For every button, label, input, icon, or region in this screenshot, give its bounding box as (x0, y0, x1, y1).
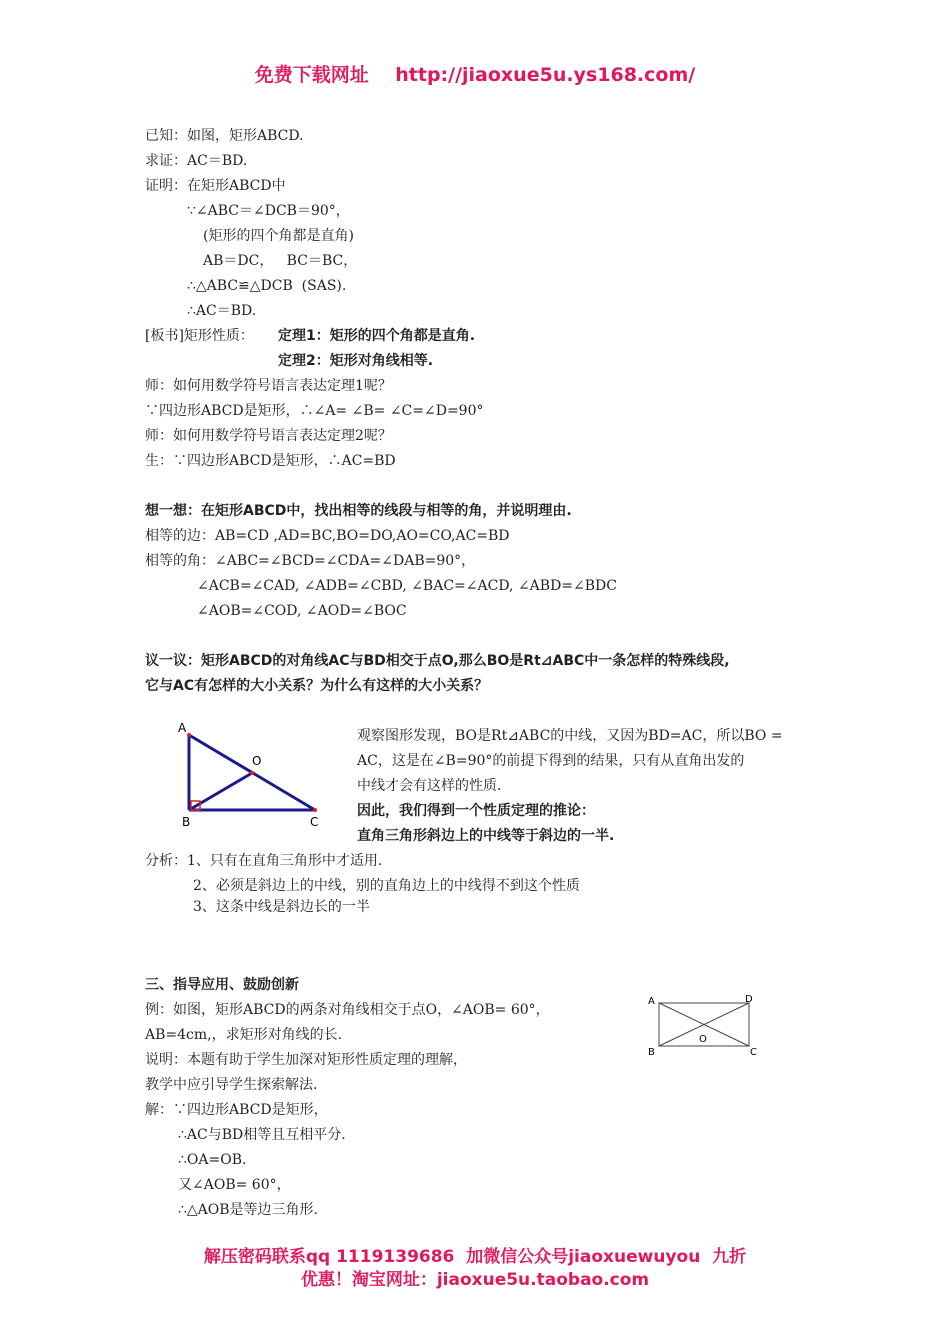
proof-intro: 证明：在矩形ABCD中 (145, 178, 286, 194)
think-title: 想一想：在矩形ABCD中，找出相等的线段与相等的角，并说明理由. (145, 503, 572, 519)
proof-step3: AB＝DC， BC＝BC， (203, 253, 358, 269)
rect-label-o: O (699, 1034, 707, 1045)
label-c: C (310, 815, 319, 829)
proof-prove: 求证：AC＝BD. (145, 153, 248, 169)
conclusion-2: 直角三角形斜边上的中线等于斜边的一半. (357, 828, 615, 844)
solution-2: ∴AC与BD相等且互相平分. (178, 1127, 346, 1143)
equal-angles-1: 相等的角：∠ABC=∠BCD=∠CDA=∠DAB=90°， (145, 553, 476, 569)
discuss-title-2: 它与AC有怎样的大小关系？为什么有这样的大小关系？ (145, 678, 489, 694)
example-2: AB=4cm,，求矩形对角线的长. (145, 1027, 343, 1043)
discuss-title-1: 议一议：矩形ABCD的对角线AC与BD相交于点O,那么BO是Rt⊿ABC中一条怎样的特殊线段, (145, 653, 730, 669)
note-2: 教学中应引导学生探索解法. (145, 1077, 318, 1093)
solution-1: 解：∵四边形ABCD是矩形， (145, 1102, 328, 1118)
solution-5: ∴△AOB是等边三角形. (178, 1202, 318, 1218)
point-a (187, 733, 191, 737)
footer-shop-link[interactable]: 优惠！淘宝网址：jiaoxue5u.taobao.com (300, 1270, 650, 1290)
section-3-title: 三、指导应用、鼓励创新 (145, 977, 299, 993)
rectangle-figure (640, 990, 770, 1060)
teacher-question-1: 师：如何用数学符号语言表达定理1呢？ (145, 378, 392, 394)
example-1: 例：如图，矩形ABCD的两条对角线相交于点O，∠AOB= 60°， (145, 1002, 550, 1018)
label-b: B (182, 815, 191, 829)
proof-step4: ∴△ABC≌△DCB (SAS). (187, 278, 347, 294)
point-o (250, 771, 254, 775)
rect-label-c: C (750, 1047, 757, 1058)
conclusion-1: 因此，我们得到一个性质定理的推论： (357, 803, 595, 819)
teacher-question-2: 师：如何用数学符号语言表达定理2呢？ (145, 428, 392, 444)
label-a: A (178, 721, 187, 735)
analysis-2: 2、必须是斜边上的中线，别的直角边上的中线得不到这个性质 (193, 878, 580, 894)
analysis-3: 3、这条中线是斜边长的一半 (193, 899, 370, 915)
solution-3: ∴OA=OB. (178, 1152, 247, 1168)
proof-step2: (矩形的四个角都是直角) (203, 228, 354, 244)
theorem-1: 定理1：矩形的四个角都是直角. (278, 328, 476, 344)
header-link[interactable]: 免费下载网址 http://jiaoxue5u.ys168.com/ (254, 64, 696, 86)
rect-label-b: B (648, 1047, 655, 1058)
note-1: 说明：本题有助于学生加深对矩形性质定理的理解， (145, 1052, 467, 1068)
theorem-2: 定理2：矩形对角线相等. (278, 353, 434, 369)
footer-contact: 解压密码联系qq 1119139686 加微信公众号jiaoxuewuyou 九折 (203, 1247, 747, 1267)
student-answer-2: 生：∵四边形ABCD是矩形，∴AC=BD (145, 453, 396, 469)
median-bo (189, 773, 252, 810)
rect-label-d: D (745, 994, 753, 1005)
board-prefix: [板书]矩形性质： (145, 328, 254, 344)
solution-4: 又∠AOB= 60°， (178, 1177, 291, 1193)
equal-angles-2: ∠ACB=∠CAD, ∠ADB=∠CBD, ∠BAC=∠ACD, ∠ABD=∠BDC (197, 578, 617, 594)
rect-label-a: A (648, 996, 655, 1007)
observation-1: 观察图形发现，BO是Rt⊿ABC的中线，又因为BD=AC，所以BO = (357, 728, 783, 744)
observation-2: AC，这是在∠B=90°的前提下得到的结果，只有从直角出发的 (357, 753, 745, 769)
equal-sides: 相等的边：AB=CD ,AD=BC,BO=DO,AO=CO,AC=BD (145, 528, 510, 544)
answer-1: ∵四边形ABCD是矩形，∴∠A= ∠B= ∠C=∠D=90° (145, 403, 484, 419)
proof-step1: ∵∠ABC＝∠DCB＝90°， (187, 203, 350, 219)
label-o: O (252, 754, 262, 768)
proof-step5: ∴AC＝BD. (187, 303, 257, 319)
right-triangle-figure (170, 715, 330, 835)
point-c (313, 808, 317, 812)
proof-given: 已知：如图，矩形ABCD. (145, 128, 304, 144)
analysis-1: 分析：1、只有在直角三角形中才适用. (145, 853, 383, 869)
observation-3: 中线才会有这样的性质. (357, 778, 502, 794)
equal-angles-3: ∠AOB=∠COD, ∠AOD=∠BOC (197, 603, 407, 619)
